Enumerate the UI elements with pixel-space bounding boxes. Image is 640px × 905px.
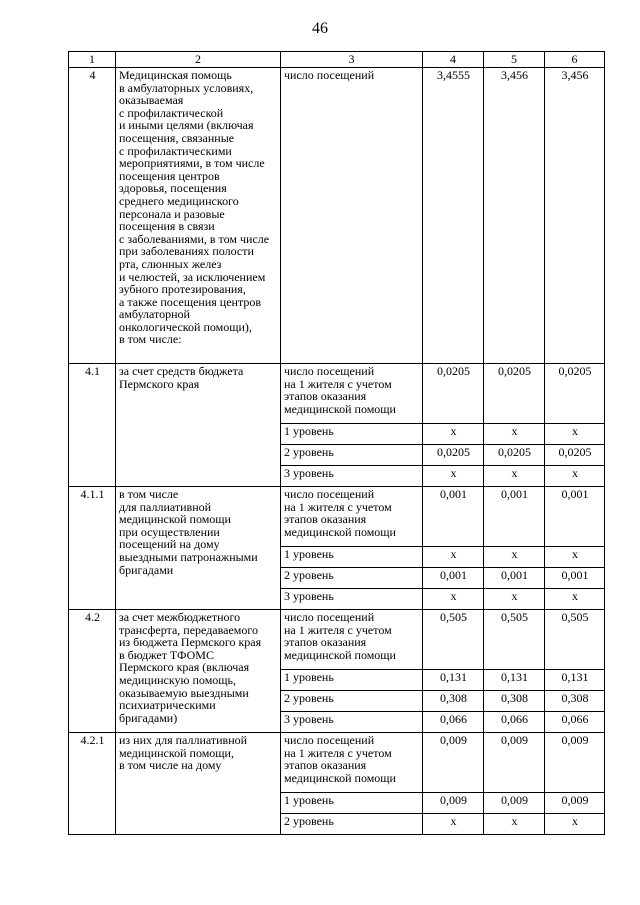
level-value-col6: 0,308 xyxy=(545,691,605,712)
row-value-col5: 0,505 xyxy=(484,610,545,670)
level-value-col6: 0,009 xyxy=(545,793,605,814)
header-col-2: 2 xyxy=(116,52,281,68)
row-value-col6: 0,0205 xyxy=(545,364,605,424)
level-value-col4: 0,0205 xyxy=(423,445,484,466)
level-label: 2 уровень xyxy=(281,445,423,466)
level-value-col5: 0,308 xyxy=(484,691,545,712)
row-value-col4: 0,009 xyxy=(423,733,484,793)
header-col-5: 5 xyxy=(484,52,545,68)
row-number: 4.2 xyxy=(69,610,116,733)
level-label: 1 уровень xyxy=(281,424,423,445)
row-description: за счет межбюджетного трансферта, передаваемого из бюджета Пермского края в бюджет ТФОМС Пермского края (включая медицинскую помощь, оказываемую выездными психиатрическими бригадами) xyxy=(116,610,281,733)
row-unit: число посещений на 1 жителя с учетом этапов оказания медицинской помощи xyxy=(281,364,423,424)
level-label: 1 уровень xyxy=(281,547,423,568)
table-row xyxy=(69,68,605,364)
table-row xyxy=(69,733,605,793)
level-label: 3 уровень xyxy=(281,589,423,610)
level-value-col6: 0,066 xyxy=(545,712,605,733)
level-value-col4: х xyxy=(423,547,484,568)
level-value-col4: 0,009 xyxy=(423,793,484,814)
row-value-col5: 3,456 xyxy=(484,68,545,364)
table-header-row xyxy=(69,52,605,68)
level-value-col6: х xyxy=(545,547,605,568)
row-unit: число посещений на 1 жителя с учетом этапов оказания медицинской помощи xyxy=(281,610,423,670)
level-label: 3 уровень xyxy=(281,466,423,487)
row-unit: число посещений на 1 жителя с учетом этапов оказания медицинской помощи xyxy=(281,487,423,547)
table-row xyxy=(69,610,605,670)
document-table-frame xyxy=(68,51,605,835)
header-col-6: 6 xyxy=(545,52,605,68)
row-value-col6: 0,505 xyxy=(545,610,605,670)
header-col-4: 4 xyxy=(423,52,484,68)
level-value-col5: 0,009 xyxy=(484,793,545,814)
row-value-col5: 0,009 xyxy=(484,733,545,793)
header-col-1: 1 xyxy=(69,52,116,68)
level-value-col6: 0,0205 xyxy=(545,445,605,466)
level-value-col6: х xyxy=(545,424,605,445)
level-label: 1 уровень xyxy=(281,670,423,691)
table-row xyxy=(69,364,605,424)
page-number: 46 xyxy=(312,20,328,37)
row-value-col6: 3,456 xyxy=(545,68,605,364)
row-description: за счет средств бюджета Пермского края xyxy=(116,364,281,487)
row-description: Медицинская помощь в амбулаторных условиях, оказываемая с профилактической и иными целями (включая посещения, связанные с профилактическими мероприятиями, в том числе посещения центров здоровья, посещения среднего медицинского персонала и разовые посещения в связи с заболеваниями, в том числе при заболеваниях полости рта, слюнных желез и челюстей, за исключением зубного протезирования, а также посещения центров амбулаторной онкологической помощи), в том числе: xyxy=(116,68,281,364)
row-description: в том числе для паллиативной медицинской помощи при осуществлении посещений на дому выездными патронажными бригадами xyxy=(116,487,281,610)
level-value-col5: х xyxy=(484,547,545,568)
level-value-col5: х xyxy=(484,466,545,487)
level-value-col4: 0,131 xyxy=(423,670,484,691)
volume-table xyxy=(68,51,605,835)
level-value-col4: х xyxy=(423,424,484,445)
level-value-col6: 0,131 xyxy=(545,670,605,691)
level-value-col4: х xyxy=(423,466,484,487)
table-body xyxy=(69,52,605,835)
header-col-3: 3 xyxy=(281,52,423,68)
level-value-col5: 0,0205 xyxy=(484,445,545,466)
row-value-col4: 3,4555 xyxy=(423,68,484,364)
level-label: 3 уровень xyxy=(281,712,423,733)
level-value-col6: х xyxy=(545,466,605,487)
level-value-col4: х xyxy=(423,814,484,835)
row-number: 4.1 xyxy=(69,364,116,487)
level-value-col6: х xyxy=(545,589,605,610)
level-value-col5: х xyxy=(484,589,545,610)
row-value-col5: 0,001 xyxy=(484,487,545,547)
level-label: 2 уровень xyxy=(281,568,423,589)
level-value-col5: 0,066 xyxy=(484,712,545,733)
row-value-col5: 0,0205 xyxy=(484,364,545,424)
level-value-col4: х xyxy=(423,589,484,610)
level-value-col5: х xyxy=(484,814,545,835)
row-value-col4: 0,0205 xyxy=(423,364,484,424)
level-value-col4: 0,001 xyxy=(423,568,484,589)
row-value-col4: 0,001 xyxy=(423,487,484,547)
row-value-col6: 0,001 xyxy=(545,487,605,547)
level-value-col5: х xyxy=(484,424,545,445)
level-value-col5: 0,131 xyxy=(484,670,545,691)
table-row xyxy=(69,487,605,547)
row-value-col6: 0,009 xyxy=(545,733,605,793)
row-value-col4: 0,505 xyxy=(423,610,484,670)
level-value-col4: 0,066 xyxy=(423,712,484,733)
row-unit: число посещений на 1 жителя с учетом этапов оказания медицинской помощи xyxy=(281,733,423,793)
level-value-col6: 0,001 xyxy=(545,568,605,589)
level-value-col6: х xyxy=(545,814,605,835)
level-label: 2 уровень xyxy=(281,814,423,835)
row-number: 4.1.1 xyxy=(69,487,116,610)
row-unit: число посещений xyxy=(281,68,423,364)
level-label: 2 уровень xyxy=(281,691,423,712)
row-number: 4.2.1 xyxy=(69,733,116,835)
level-label: 1 уровень xyxy=(281,793,423,814)
row-number: 4 xyxy=(69,68,116,364)
level-value-col4: 0,308 xyxy=(423,691,484,712)
level-value-col5: 0,001 xyxy=(484,568,545,589)
row-description: из них для паллиативной медицинской помощи, в том числе на дому xyxy=(116,733,281,835)
